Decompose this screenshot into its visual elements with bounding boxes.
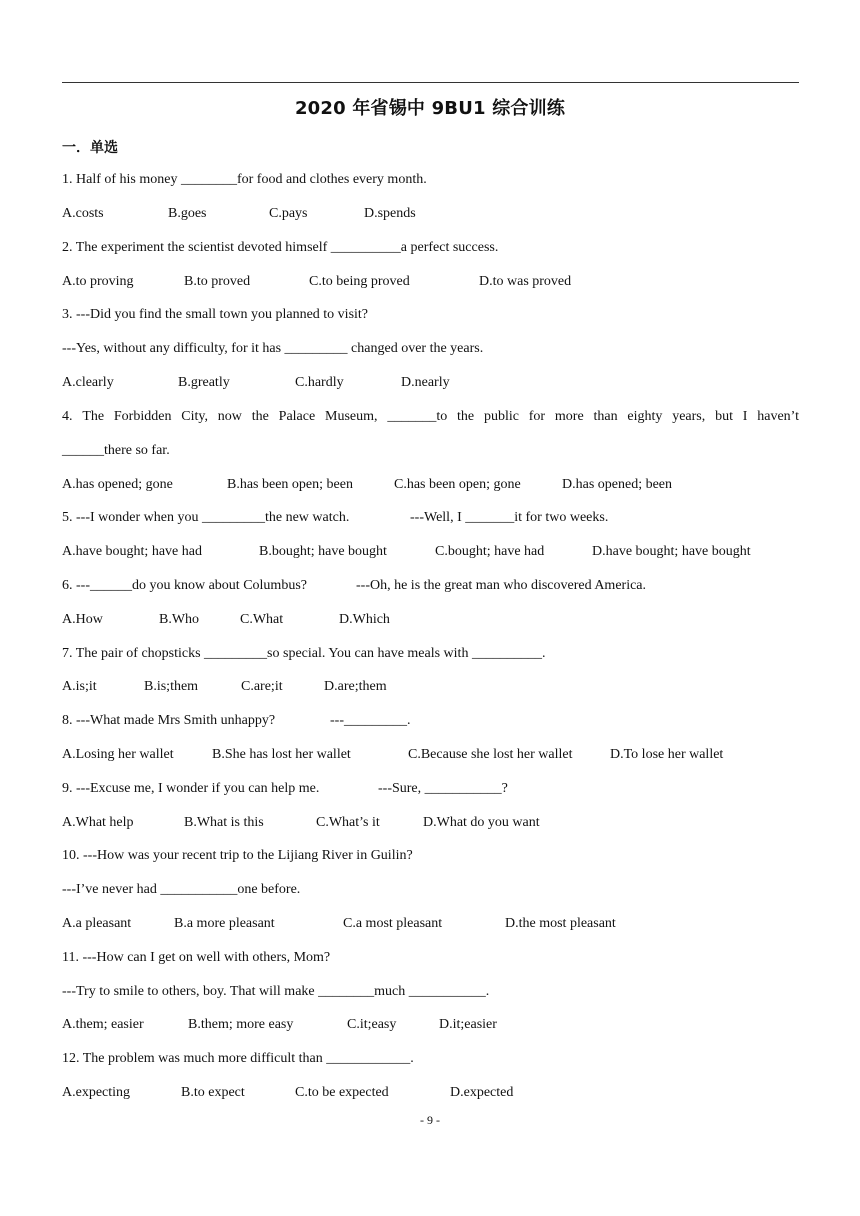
question-8-stem: 8. ---What made Mrs Smith unhappy?: [62, 713, 276, 728]
page-title: 2020 年省锡中 9BU1 综合训练: [294, 98, 566, 119]
question-9-option-b: B.What is this: [184, 815, 264, 830]
question-3-stem: 3. ---Did you find the small town you planned to visit?: [62, 307, 369, 322]
question-1-option-c: C.pays: [269, 206, 308, 221]
question-10-stem: 10. ---How was your recent trip to the Lijiang River in Guilin?: [62, 848, 413, 863]
question-5-option-c: C.bought; have had: [435, 544, 545, 559]
word: Museum,: [325, 409, 378, 424]
question-8-option-a: A.Losing her wallet: [62, 747, 174, 762]
question-1-option-a: A.costs: [62, 206, 104, 221]
question-11-stem-line-2: ---Try to smile to others, boy. That will make ________much ___________.: [62, 984, 490, 999]
word: for: [528, 409, 546, 424]
question-7-option-d: D.are;them: [324, 679, 387, 694]
question-4-stem: [62, 408, 799, 426]
word: haven’t: [757, 409, 799, 424]
section-heading: 一．单选: [62, 140, 118, 156]
question-12-option-b: B.to expect: [181, 1085, 245, 1100]
question-10-option-c: C.a most pleasant: [343, 916, 443, 931]
question-11-option-a: A.them; easier: [62, 1017, 144, 1032]
question-3-option-a: A.clearly: [62, 375, 114, 390]
word: Forbidden: [113, 409, 172, 424]
question-5-stem-reply: ---Well, I _______it for two weeks.: [410, 510, 609, 525]
question-12-stem: 12. The problem was much more difficult than ____________.: [62, 1051, 414, 1066]
question-3-stem-line-2: ---Yes, without any difficulty, for it has _________ changed over the years.: [62, 341, 484, 356]
question-6-option-c: C.What: [240, 612, 284, 627]
word: _______to: [387, 409, 448, 424]
word: now: [217, 409, 242, 424]
word: but: [715, 409, 733, 424]
question-1-option-b: B.goes: [168, 206, 207, 221]
question-10-option-a: A.a pleasant: [62, 916, 132, 931]
question-9-option-d: D.What do you want: [423, 815, 540, 830]
question-4-stem-line-2: ______there so far.: [62, 443, 170, 458]
question-8-option-b: B.She has lost her wallet: [212, 747, 351, 762]
word: years,: [672, 409, 706, 424]
question-2-option-a: A.to proving: [62, 274, 134, 289]
word: more: [554, 409, 584, 424]
question-5-option-d: D.have bought; have bought: [592, 544, 751, 559]
question-1-stem: 1. Half of his money ________for food and clothes every month.: [62, 172, 427, 187]
header-rule: [62, 82, 799, 83]
question-6-option-d: D.Which: [339, 612, 390, 627]
word: than: [593, 409, 618, 424]
question-9-option-a: A.What help: [62, 815, 134, 830]
question-6-option-a: A.How: [62, 612, 103, 627]
question-6-stem-reply: ---Oh, he is the great man who discovered America.: [356, 578, 647, 593]
question-8-option-c: C.Because she lost her wallet: [408, 747, 573, 762]
question-3-option-b: B.greatly: [178, 375, 230, 390]
word: I: [742, 409, 748, 424]
question-3-option-d: D.nearly: [401, 375, 450, 390]
question-3-option-c: C.hardly: [295, 375, 344, 390]
question-4-option-b: B.has been open; been: [227, 477, 353, 492]
question-10-option-b: B.a more pleasant: [174, 916, 275, 931]
word: eighty: [627, 409, 663, 424]
question-11-option-c: C.it;easy: [347, 1017, 397, 1032]
question-12-option-c: C.to be expected: [295, 1085, 389, 1100]
word: The: [82, 409, 105, 424]
question-2-option-d: D.to was proved: [479, 274, 572, 289]
question-11-option-d: D.it;easier: [439, 1017, 497, 1032]
question-5-option-a: A.have bought; have had: [62, 544, 202, 559]
question-7-stem: 7. The pair of chopsticks _________so special. You can have meals with __________.: [62, 646, 546, 661]
question-6-option-b: B.Who: [159, 612, 200, 627]
question-10-option-d: D.the most pleasant: [505, 916, 616, 931]
question-7-option-b: B.is;them: [144, 679, 199, 694]
question-2-stem: 2. The experiment the scientist devoted himself __________a perfect success.: [62, 240, 499, 255]
word: the: [457, 409, 475, 424]
question-5-stem: 5. ---I wonder when you _________the new watch.: [62, 510, 350, 525]
word: 4.: [62, 409, 73, 424]
question-4-option-c: C.has been open; gone: [394, 477, 521, 492]
question-7-option-c: C.are;it: [241, 679, 283, 694]
word: public: [483, 409, 519, 424]
question-7-option-a: A.is;it: [62, 679, 97, 694]
question-11-option-b: B.them; more easy: [188, 1017, 294, 1032]
question-8-stem-reply: ---_________.: [330, 713, 411, 728]
question-11-stem: 11. ---How can I get on well with others, Mom?: [62, 950, 331, 965]
question-1-option-d: D.spends: [364, 206, 416, 221]
question-4-option-d: D.has opened; been: [562, 477, 673, 492]
question-9-stem: 9. ---Excuse me, I wonder if you can help me.: [62, 781, 320, 796]
question-12-option-d: D.expected: [450, 1085, 514, 1100]
word: the: [251, 409, 269, 424]
question-9-stem-reply: ---Sure, ___________?: [378, 781, 508, 796]
question-10-stem-line-2: ---I’ve never had ___________one before.: [62, 882, 301, 897]
question-5-option-b: B.bought; have bought: [259, 544, 387, 559]
question-8-option-d: D.To lose her wallet: [610, 747, 724, 762]
question-6-stem: 6. ---______do you know about Columbus?: [62, 578, 307, 593]
question-2-option-c: C.to being proved: [309, 274, 410, 289]
word: City,: [181, 409, 208, 424]
question-2-option-b: B.to proved: [184, 274, 251, 289]
page-number: - 9 -: [420, 1113, 440, 1127]
question-9-option-c: C.What’s it: [316, 815, 380, 830]
word: Palace: [278, 409, 316, 424]
question-12-option-a: A.expecting: [62, 1085, 131, 1100]
question-4-option-a: A.has opened; gone: [62, 477, 173, 492]
